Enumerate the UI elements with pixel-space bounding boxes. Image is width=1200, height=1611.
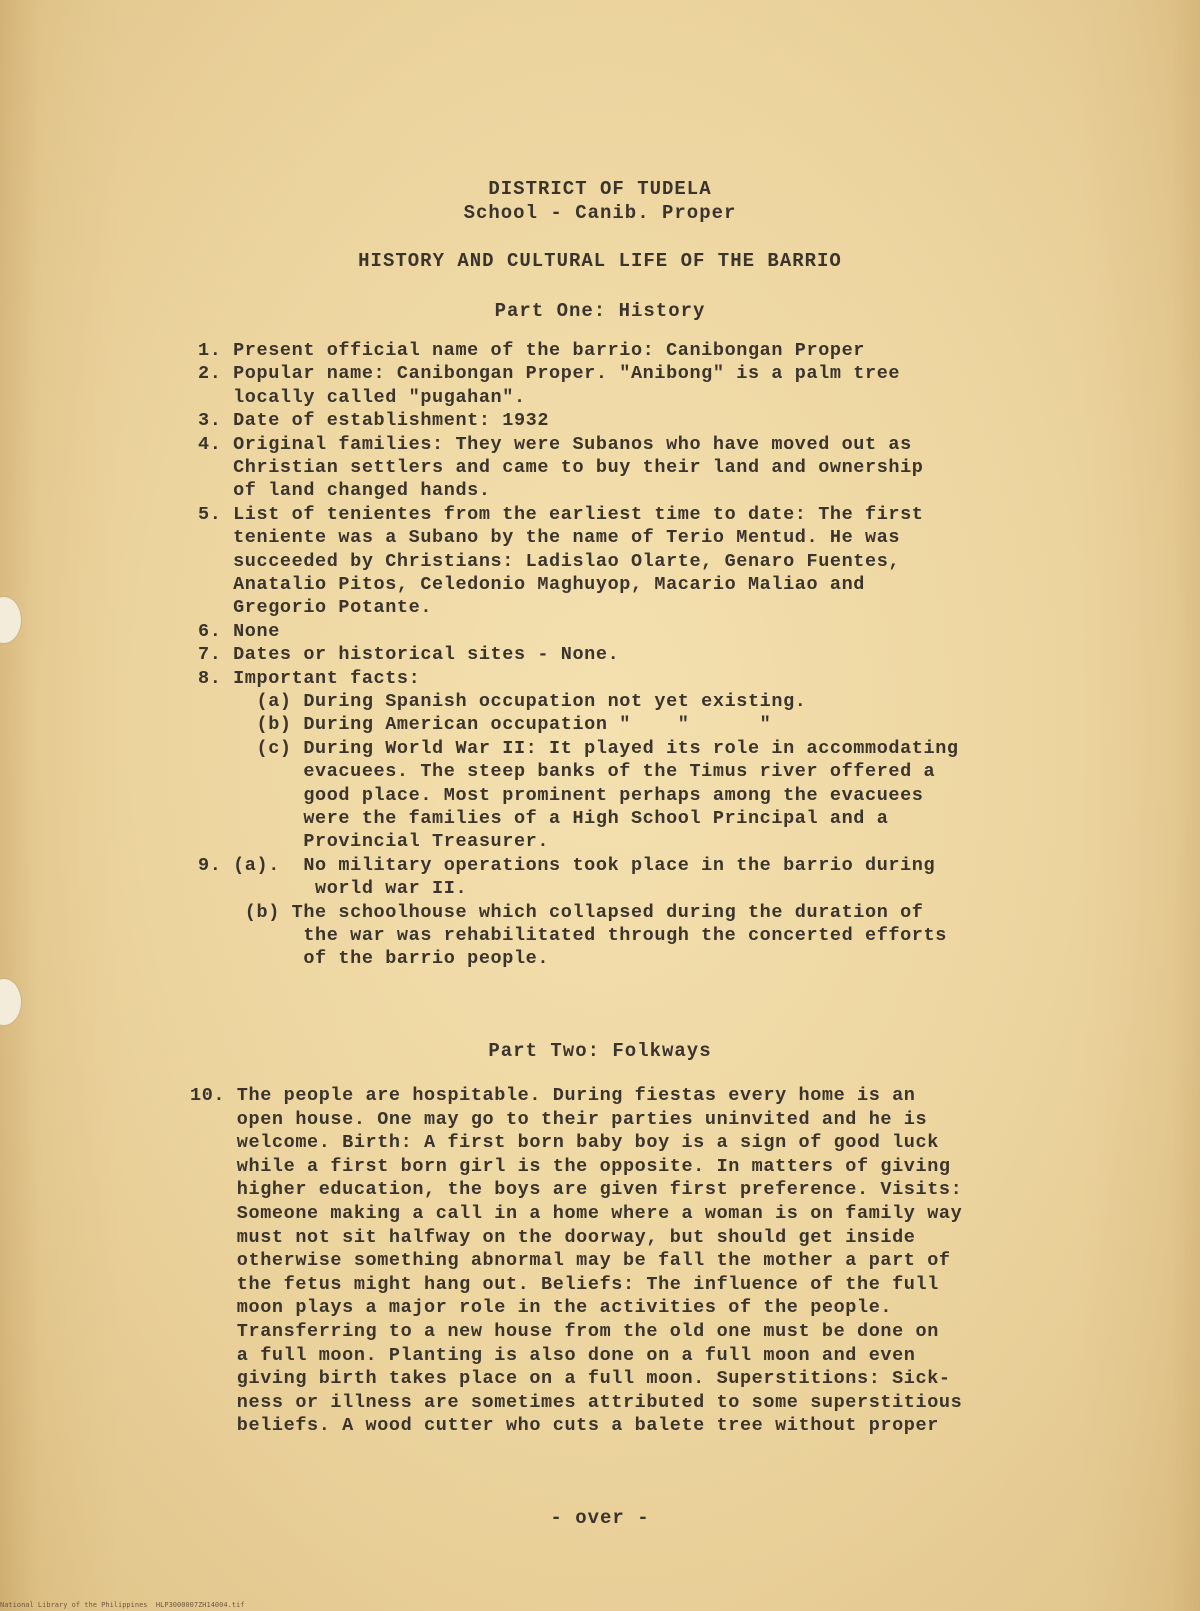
text-line: Gregorio Potante. [198, 597, 433, 619]
text-line: locally called "pugahan". [198, 386, 526, 408]
text-line: (a) During Spanish occupation not yet existing. [198, 691, 807, 712]
text-line: evacuees. The steep banks of the Timus river offered a [198, 761, 936, 783]
document-title: HISTORY AND CULTURAL LIFE OF THE BARRIO [358, 250, 842, 272]
district-heading: DISTRICT OF TUDELA [488, 178, 712, 200]
binder-hole-bottom [0, 978, 22, 1026]
text-line: 2. Popular name: Canibongan Proper. "Anibong" is a palm tree [198, 363, 901, 385]
text-line: good place. Most prominent perhaps among the evacuees [198, 784, 924, 806]
text-line: the fetus might hang out. Beliefs: The influence of the full [190, 1273, 939, 1295]
text-line: 9. (a). No military operations took place in the barrio during [198, 854, 936, 876]
text-line: beliefs. A wood cutter who cuts a balete tree without proper [190, 1415, 939, 1437]
text-line: Christian settlers and came to buy their land and ownership [198, 457, 924, 478]
text-line: while a first born girl is the opposite. In matters of giving [190, 1155, 951, 1177]
text-line: Provincial Treasurer. [198, 831, 550, 853]
text-line: 7. Dates or historical sites - None. [198, 644, 620, 666]
text-line: the war was rehabilitated through the concerted efforts [198, 925, 947, 946]
text-line: ness or illness are sometimes attributed to some superstitious [190, 1391, 963, 1413]
text-line: must not sit halfway on the doorway, but should get inside [190, 1226, 916, 1248]
text-line: (b) During American occupation " " " [198, 714, 772, 736]
text-line: 1. Present official name of the barrio: Canibongan Proper [198, 340, 866, 361]
text-line: (b) The schoolhouse which collapsed during the duration of [198, 901, 924, 923]
text-line: world war II. [198, 878, 468, 900]
text-line: giving birth takes place on a full moon. Superstitions: Sick- [190, 1368, 951, 1390]
school-heading: School - Canib. Proper [463, 202, 737, 224]
over-note: - over - [550, 1507, 650, 1529]
text-line: 8. Important facts: [198, 667, 421, 689]
text-line: 10. The people are hospitable. During fiestas every home is an [190, 1085, 916, 1106]
text-line: (c) During World War II: It played its role in accommodating [198, 737, 959, 759]
text-line: 6. None [198, 620, 280, 642]
binder-hole-top [0, 596, 22, 644]
text-line: higher education, the boys are given first preference. Visits: [190, 1179, 963, 1201]
text-line: were the families of a High School Principal and a [198, 808, 889, 829]
text-line: of land changed hands. [198, 480, 491, 502]
text-line: Transferring to a new house from the old one must be done on [190, 1321, 939, 1342]
archive-footer: National Library of the Philippines HLP3000007ZH14004.tif [0, 1601, 245, 1609]
text-line: Someone making a call in a home where a woman is on family way [190, 1203, 963, 1224]
text-line: Anatalio Pitos, Celedonio Maghuyop, Macario Maliao and [198, 574, 866, 595]
part-two-heading: Part Two: Folkways [488, 1040, 712, 1062]
text-line: 4. Original families: They were Subanos who have moved out as [198, 433, 912, 455]
text-line: 5. List of tenientes from the earliest time to date: The first [198, 503, 924, 525]
part-one-heading: Part One: History [494, 300, 706, 322]
text-line: welcome. Birth: A first born baby boy is a sign of good luck [190, 1132, 939, 1154]
text-line: teniente was a Subano by the name of Terio Mentud. He was [198, 527, 901, 549]
text-line: open house. One may go to their parties uninvited and he is [190, 1108, 928, 1130]
text-line: otherwise something abnormal may be fall the mother a part of [190, 1250, 951, 1272]
text-line: moon plays a major role in the activities of the people. [190, 1297, 893, 1319]
text-line: succeeded by Christians: Ladislao Olarte, Genaro Fuentes, [198, 550, 901, 572]
text-line: 3. Date of establishment: 1932 [198, 410, 550, 432]
text-line: a full moon. Planting is also done on a full moon and even [190, 1344, 916, 1366]
text-line: of the barrio people. [198, 948, 550, 970]
